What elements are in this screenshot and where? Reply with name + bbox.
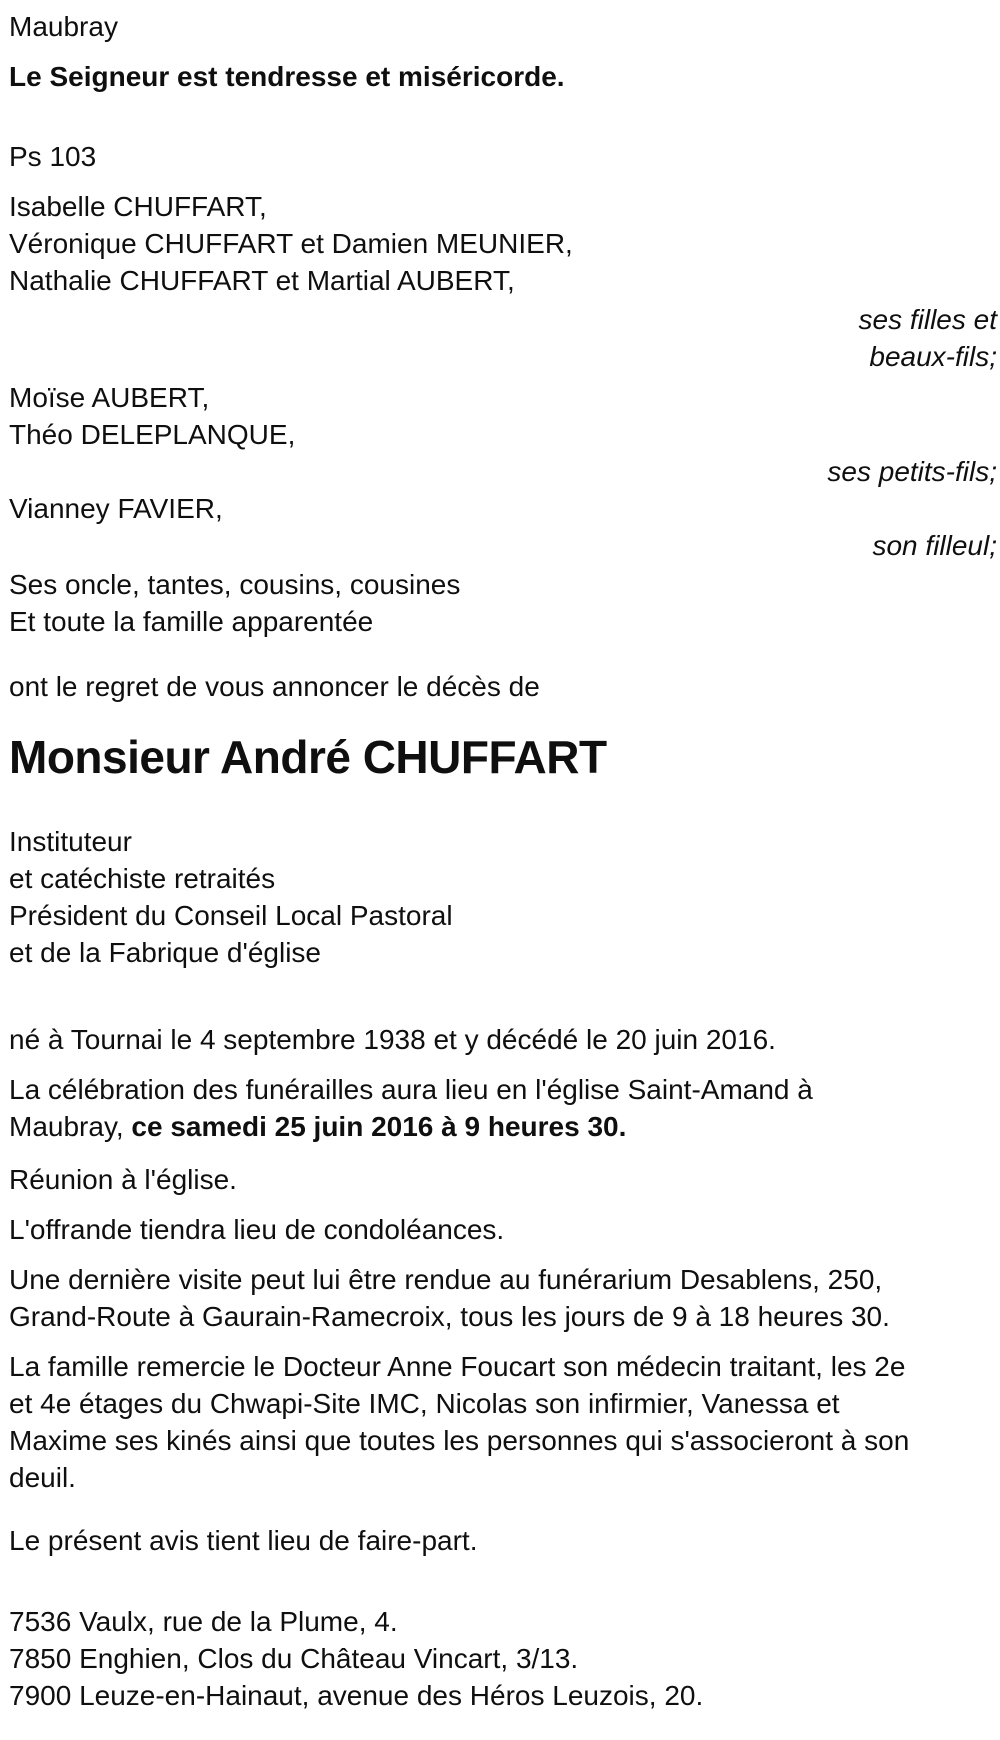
title-line: Instituteur	[9, 826, 132, 857]
funeral-line-1: La célébration des funérailles aura lieu en l'église Saint-Amand à	[9, 1074, 813, 1105]
godson-relation-line: son filleul;	[872, 530, 997, 561]
thanks-line: deuil.	[9, 1462, 76, 1493]
daughters-relation-line: ses filles et	[858, 304, 997, 335]
title-line: Président du Conseil Local Pastoral	[9, 900, 453, 931]
psalm-reference-line: Ps 103	[9, 141, 97, 172]
thanks-line: La famille remercie le Docteur Anne Foucart son médecin traitant, les 2e	[9, 1351, 906, 1382]
visit-line: Une dernière visite peut lui être rendue au funérarium Desablens, 250,	[9, 1264, 883, 1295]
grandson-line: Théo DELEPLANQUE,	[9, 419, 296, 450]
funeral-date-bold: ce samedi 25 juin 2016 à 9 heures 30.	[131, 1111, 627, 1142]
address-line: 7900 Leuze-en-Hainaut, avenue des Héros Leuzois, 20.	[9, 1680, 704, 1711]
family-line: Ses oncle, tantes, cousins, cousines	[9, 569, 461, 600]
last-visit-block	[9, 1261, 997, 1335]
death-notice-page	[0, 8, 1000, 1740]
daughters-block	[9, 188, 997, 299]
funeral-line-2-prefix: Maubray,	[9, 1111, 132, 1142]
funeral-line-2	[9, 1108, 997, 1145]
place-line: Maubray	[9, 11, 118, 42]
birth-death-line: né à Tournai le 4 septembre 1938 et y décédé le 20 juin 2016.	[9, 1024, 776, 1055]
daughters-relation-block	[9, 301, 997, 375]
thanks-block	[9, 1348, 997, 1496]
epigraph-line: Le Seigneur est tendresse et miséricorde.	[9, 61, 565, 92]
extended-family-block	[9, 566, 997, 640]
daughter-line: Véronique CHUFFART et Damien MEUNIER,	[9, 228, 573, 259]
addresses-block	[9, 1603, 997, 1714]
daughter-line: Isabelle CHUFFART,	[9, 191, 267, 222]
legal-notice-line: Le présent avis tient lieu de faire-part.	[9, 1525, 478, 1556]
meeting-line: Réunion à l'église.	[9, 1164, 237, 1195]
family-line: Et toute la famille apparentée	[9, 606, 374, 637]
godson-line: Vianney FAVIER,	[9, 493, 223, 524]
grandsons-relation-line: ses petits-fils;	[827, 456, 997, 487]
daughters-relation-line: beaux-fils;	[869, 341, 997, 372]
announcement-line: ont le regret de vous annoncer le décès de	[9, 671, 540, 702]
offering-line: L'offrande tiendra lieu de condoléances.	[9, 1214, 505, 1245]
address-line: 7536 Vaulx, rue de la Plume, 4.	[9, 1606, 398, 1637]
title-line: et catéchiste retraités	[9, 863, 276, 894]
visit-line: Grand-Route à Gaurain-Ramecroix, tous les jours de 9 à 18 heures 30.	[9, 1301, 890, 1332]
grandsons-block	[9, 379, 997, 453]
grandson-line: Moïse AUBERT,	[9, 382, 210, 413]
thanks-line: et 4e étages du Chwapi-Site IMC, Nicolas son infirmier, Vanessa et	[9, 1388, 840, 1419]
daughter-line: Nathalie CHUFFART et Martial AUBERT,	[9, 265, 515, 296]
titles-block	[9, 823, 997, 971]
funeral-block	[9, 1071, 997, 1145]
deceased-name: Monsieur André CHUFFART	[9, 731, 607, 783]
address-line: 7850 Enghien, Clos du Château Vincart, 3/13.	[9, 1643, 579, 1674]
thanks-line: Maxime ses kinés ainsi que toutes les personnes qui s'associeront à son	[9, 1425, 910, 1456]
title-line: et de la Fabrique d'église	[9, 937, 321, 968]
